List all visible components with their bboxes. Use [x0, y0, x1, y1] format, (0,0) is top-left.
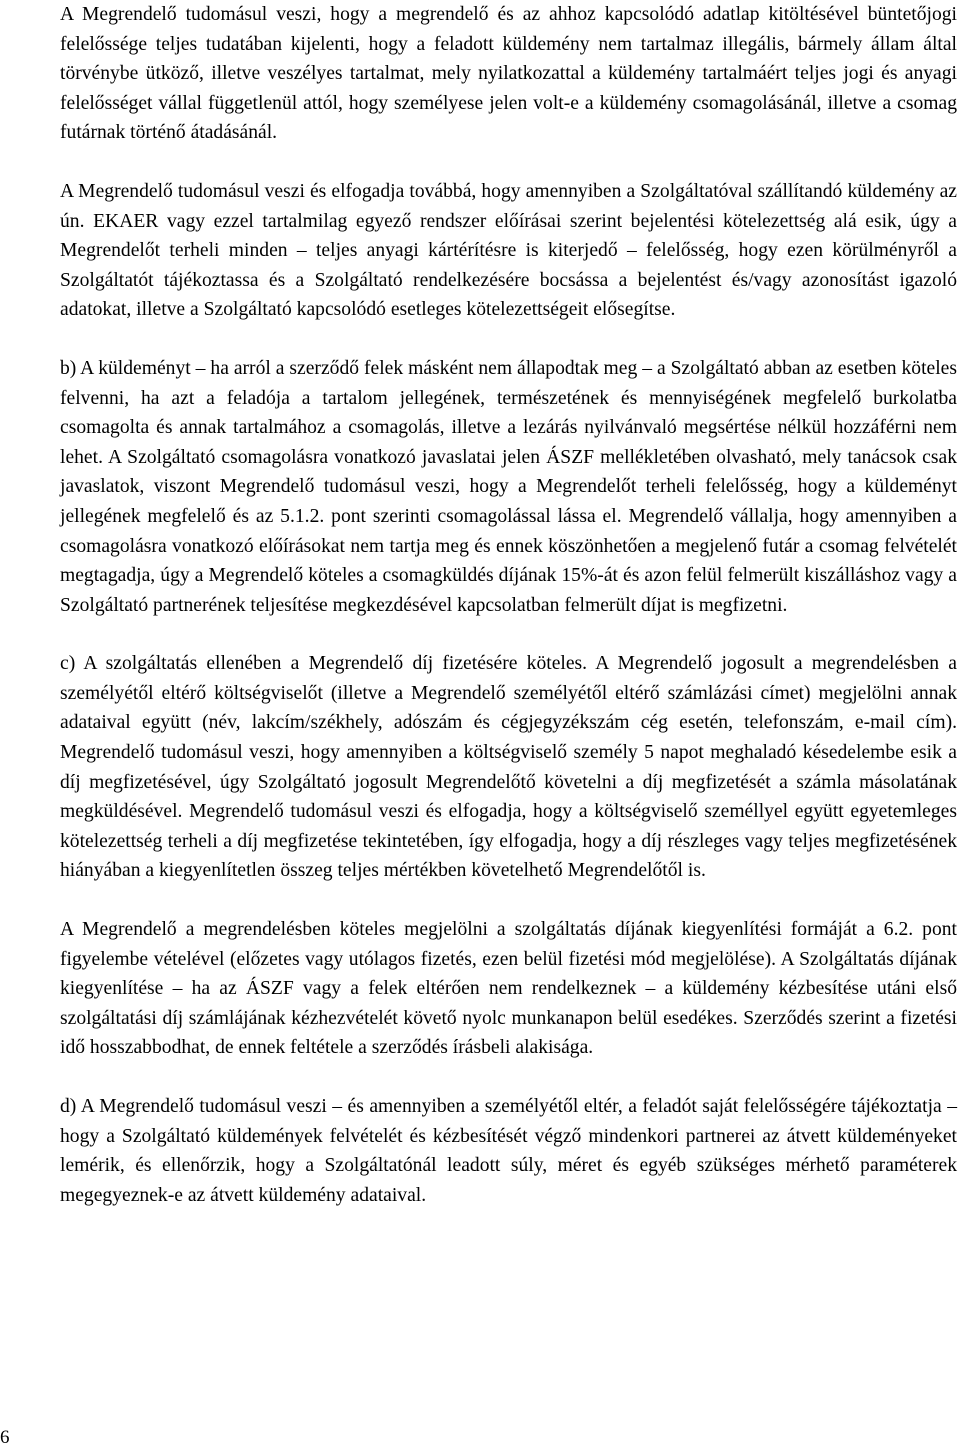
- page-number: 6: [0, 1427, 10, 1448]
- paragraph-declaration: A Megrendelő tudomásul veszi, hogy a megrendelő és az ahhoz kapcsolódó adatlap kitöltésével büntetőjogi felelőssége teljes tudatában kijelenti, hogy a feladott küldemény nem tartalmaz illegális, bármely állam által törvénybe ütköző, illetve veszélyes tartalmat, mely nyilatkozattal a küldemény tartalmáért teljes jogi és anyagi felelősséget vállal függetlenül attól, hogy személyese jelen volt-e a küldemény csomagolásánál, illetve a csomag futárnak történő átadásánál.: [60, 4, 957, 144]
- document-page: [60, 0, 957, 1210]
- paragraph-b-packaging: b) A küldeményt – ha arról a szerződő felek másként nem állapodtak meg – a Szolgáltató abban az esetben köteles felvenni, ha azt a feladója a tartalom jellegének, természetének és mennyiségének megfelelő burkolatba csomagolta és annak tartalmához a csomagolás, illetve a lezárás nyilvánvaló megsértése nélkül hozzáférni nem lehet. A Szolgáltató csomagolásra vonatkozó javaslatai jelen ÁSZF mellékletében olvasható, mely tanácsok csak javaslatok, viszont Megrendelő tudomásul veszi, hogy a Megrendelőt terheli felelősség, hogy a küldeményt jellegének megfelelő és az 5.1.2. pont szerinti csomagolással lássa el. Megrendelő vállalja, hogy amennyiben a csomagolásra vonatkozó előírásokat nem tartja meg és ennek köszönhetően a megjelenő futár a csomag felvételét megtagadja, úgy a Megrendelő köteles a csomagküldés díjának 15%-át és azon felül felmerült kiszálláshoz vagy a Szolgáltató partnerének teljesítése megkezdésével kapcsolatban felmerült díjat is megfizetni.: [60, 357, 957, 616]
- paragraph-d-measurement: d) A Megrendelő tudomásul veszi – és amennyiben a személyétől eltér, a feladót saját felelősségére tájékoztatja – hogy a Szolgáltató küldemények felvételét és kézbesítését végző mindenkori partnerei az átvett küldeményeket lemérik, és ellenőrzik, hogy a Szolgáltatónál leadott súly, méret és egyéb szükséges mérhető paraméterek megegyeznek-e az átvett küldemény adataival.: [60, 1096, 957, 1206]
- paragraph-c-payment: c) A szolgáltatás ellenében a Megrendelő díj fizetésére köteles. A Megrendelő jogosult a megrendelésben a személyétől eltérő költségviselőt (illetve a Megrendelő személyétől eltérő számlázási címet) megjelölni annak adataival együtt (név, lakcím/székhely, adószám és cégjegyzékszám cég esetén, telefonszám, e-mail cím). Megrendelő tudomásul veszi, hogy amennyiben a költségviselő személy 5 napot meghaladó késedelembe esik a díj megfizetésével, úgy Szolgáltató jogosult Megrendelőtő követelni a díj megfizetését a számla másolatának megküldésével. Megrendelő tudomásul veszi és elfogadja, hogy a költségviselő személlyel együtt egyetemleges kötelezettség terheli a díj megfizetése tekintetében, így elfogadja, hogy a díj részleges vagy teljes megfizetésének hiányában a kiegyenlítetlen összeg teljes mértékben követelhető Megrendelőtől is.: [60, 653, 957, 882]
- paragraph-payment-method: A Megrendelő a megrendelésben köteles megjelölni a szolgáltatás díjának kiegyenlítési formáját a 6.2. pont figyelembe vételével (előzetes vagy utólagos fizetés, ezen belül fizetési mód megjelölése). A Szolgáltatás díjának kiegyenlítése – ha az ÁSZF vagy a felek eltérően nem rendelkeznek – a küldemény kézbesítése utáni első szolgáltatási díj számlájának kézhezvételét követő nyolc munkanapon belül esedékes. Szerződés szerint a fizetési idő hosszabbodhat, de ennek feltétele a szerződés írásbeli alakisága.: [60, 919, 957, 1059]
- paragraph-ekaer: A Megrendelő tudomásul veszi és elfogadja továbbá, hogy amennyiben a Szolgáltatóval szállítandó küldemény az ún. EKAER vagy ezzel tartalmilag egyező rendszer előírásai szerint bejelentési kötelezettség alá esik, úgy a Megrendelőt terheli minden – teljes anyagi kártérítésre is kiterjedő – felelősség, hogy ezen körülményről a Szolgáltatót tájékoztassa és a Szolgáltató rendelkezésére bocsássa a bejelentést és/vagy azonosítást igazoló adatokat, illetve a Szolgáltató kapcsolódó esetleges kötelezettségeit elősegítse.: [60, 180, 957, 321]
